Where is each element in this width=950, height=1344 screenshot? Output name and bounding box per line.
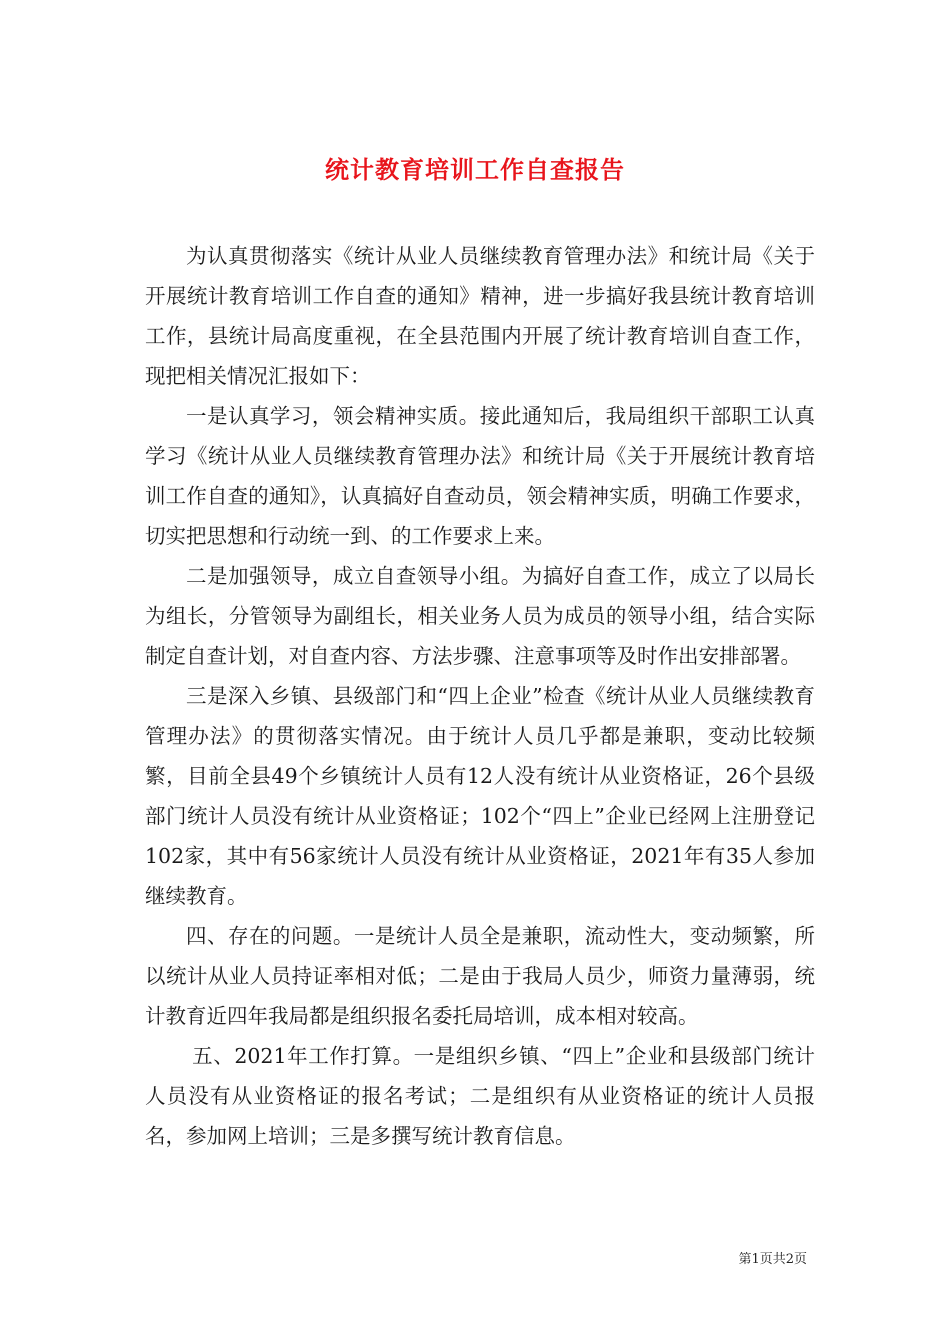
paragraph-leadership: 二是加强领导，成立自查领导小组。为搞好自查工作，成立了以局长为组长，分管领导为副组长，相关业务人员为成员的领导小组，结合实际制定自查计划，对自查内容、方法步骤、注意事项等及时作出安排部署。: [145, 564, 815, 668]
paragraph-problems: 四、存在的问题。一是统计人员全是兼职，流动性大，变动频繁，所以统计从业人员持证率相对低；二是由于我局人员少，师资力量薄弱，统计教育近四年我局都是组织报名委托局培训，成本相对较高。: [145, 924, 815, 1028]
document-title: 统计教育培训工作自查报告: [325, 155, 625, 185]
paragraph-plans: 五、2021年工作打算。一是组织乡镇、“四上”企业和县级部门统计人员没有从业资格证的报名考试；二是组织有从业资格证的统计人员报名，参加网上培训；三是多撰写统计教育信息。: [145, 1044, 815, 1148]
page-number-footer: 第1页共2页: [738, 1252, 807, 1267]
document-body: [145, 236, 815, 1156]
paragraph-inspection: 三是深入乡镇、县级部门和“四上企业”检查《统计从业人员继续教育管理办法》的贯彻落实情况。由于统计人员几乎都是兼职，变动比较频繁，目前全县49个乡镇统计人员有12人没有统计从业资格证，26个县级部门统计人员没有统计从业资格证；102个“四上”企业已经网上注册登记102家，其中有56家统计人员没有统计从业资格证，2021年有35人参加继续教育。: [145, 684, 815, 908]
paragraph-intro: 为认真贯彻落实《统计从业人员继续教育管理办法》和统计局《关于开展统计教育培训工作自查的通知》精神，进一步搞好我县统计教育培训工作，县统计局高度重视，在全县范围内开展了统计教育培训自查工作，现把相关情况汇报如下：: [145, 244, 815, 388]
paragraph-study: 一是认真学习，领会精神实质。接此通知后，我局组织干部职工认真学习《统计从业人员继续教育管理办法》和统计局《关于开展统计教育培训工作自查的通知》，认真搞好自查动员，领会精神实质，明确工作要求，切实把思想和行动统一到、的工作要求上来。: [145, 404, 815, 548]
